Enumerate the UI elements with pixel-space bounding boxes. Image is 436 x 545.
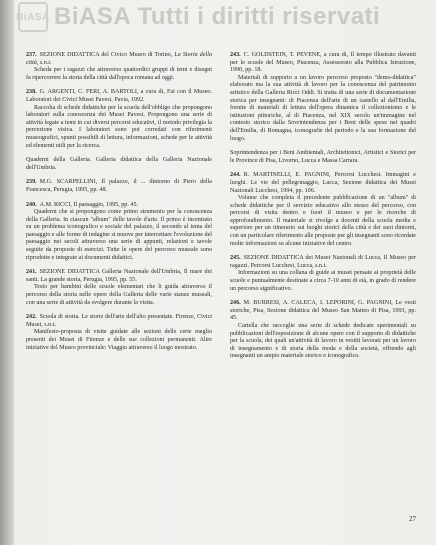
bibliography-entry — [26, 157, 212, 172]
bibliography-entry — [26, 314, 212, 352]
entry-citation: SEZIONE DIDATTICA del Civico Museo di Torino, — [39, 52, 173, 58]
entry-description: Raccolta di schede didattiche per la scuola dell'obbligo che propongono laboratori sulla conoscenza dei Musei Pavesi. Propongono una serie di attività legate a temi in cui diversi percorsi educativi, il metodo privilegia la percezione visiva. I laboratori sono poi corredati con riferimenti museografici, spunti possibili di lettura, informazioni, schede per le attività ed elementi utili per la ricerca. — [26, 104, 212, 149]
entry-heading — [26, 89, 212, 104]
bibliography-entry — [26, 89, 212, 150]
entry-number: 244. — [230, 172, 241, 179]
entry-citation: M.G. SCARPELLINI, Il palazzo, il ... dintorno di Piero della Francesca, Perugia, 1995, pp. 48. — [26, 179, 212, 193]
entry-description: Volume che completa il precedente pubblicazione di un "album" di schede didattiche per il servizio educativo allo stesso del percorso, con percorsi di visita dentro e fuori il museo e per le ricerche di approfondimento. Il materiale si rivolge a docenti della scuola media e superiore per un itinerario sui luoghi storici della città e dei suoi dintorni, con un particolare riferimento alle proposte per gli insegnanti sono ricordate molte informazioni su alcune iniziative del centro. — [230, 195, 416, 247]
entry-number: 245. — [230, 255, 241, 262]
entry-citation: Quaderni della Galleria. Galleria didattica della Galleria Nazionale dell'Umbria. — [26, 157, 212, 171]
entry-description: Materiali di supporto a un lavoro percorso proposto "demo-didattica" elaborato ma la sua attività di lavoro per la conoscenza del patrimonio artistico della Galleria Ricci Oddi. Si tratta di una serie di documentazione storica per insegnanti: di Piacenza dell'arte di un castello al dall'Emilia, fornite di materiali di lettura dell'opera dinamica il collezionismo e le istituzioni pittoriche, al di Piacenza, nel XIX secolo un'immagine nel contesto storico dalla Sovrintendenza per i Beni delle spese nei quadri dell'Emilia, di Romagna, iconografie del periodo e la sua formazione del luogo. — [230, 74, 416, 142]
page-number: 27 — [409, 515, 416, 523]
right-column — [230, 52, 416, 368]
entry-number: 242. — [26, 314, 37, 321]
entry-subtitle: La Storia della città, s.n.t. — [26, 52, 212, 66]
bibliography-entry — [230, 300, 416, 361]
book-gutter — [0, 0, 14, 545]
watermark-text: BiASA Tutti i diritti riservati — [54, 3, 381, 30]
entry-number: 237. — [26, 52, 37, 58]
entry-description: Quaderni che si propongono come primo strumento per la conoscenza della Galleria. In ciascun "album" delle tavole d'arte. Il primo è incentrato su un problema iconografico e sociale del palazzo, il secondo al tema del paesaggio e alle forme di indagine si muove per intercettare l'evoluzione del paesaggio nei secoli attraverso una serie di appunti, relazioni e tavole seguite da proposte di esercizi. Tutte le opere del percorso museale sono riprodotte e integrate ai documenti didattici. — [26, 209, 212, 261]
entry-number: 246. — [230, 300, 241, 307]
watermark — [0, 0, 436, 34]
entry-citation: M. BURRESI, A. CALECA, I. LEPORINI, G. PAGNINI, Le vesti storiche, Pisa, Sezione didattica del Museo San Matteo di Pisa, 1993, pp. 45. — [230, 300, 416, 322]
entry-heading — [26, 269, 212, 284]
entry-heading — [26, 314, 212, 329]
entry-heading — [26, 52, 212, 67]
entry-number: 243. — [230, 52, 241, 58]
entry-description: Cartella che raccoglie una serie di schede dedicate sperimentali su pubblicazioni dell'esposizione di alcune opere con il supporto di didattiche per la scuola, dei quali un'attività di lavoro in vestiti lavorati per un lavoro di insegnamento e di storia della moda e della società, offrendo agli insegnanti un ampio materiale storico e iconografico. — [230, 323, 416, 360]
entry-heading — [230, 255, 416, 270]
entry-number: 240. — [26, 201, 37, 208]
left-column — [26, 52, 212, 359]
entry-description: Informazioni su una collana di guide ai musei pensate ai proprietà delle scuole e puntualmente destinate a circa 7-10 anni di età, in grado di rendere un percorso significativo. — [230, 270, 416, 292]
bibliography-entry — [26, 202, 212, 263]
entry-citation: SEZIONE DIDATTICA dei Musei Nazionali di Lucca, Il Museo per ragazzi. Percorsi Lucchesi, Lucca, s.n.t. — [230, 255, 416, 269]
bibliography-entry — [26, 179, 212, 194]
entry-citation: A.M. RICCI, Il paesaggio, 1995, pp. 45. — [39, 201, 139, 208]
entry-heading — [26, 157, 212, 172]
entry-citation: Scuola di storia. Le storie dell'arte dell'alto presentate. Firenze, Civici Musei, s.n.t. — [26, 314, 212, 328]
entry-heading — [26, 179, 212, 194]
bibliography-entry — [230, 52, 416, 143]
entry-citation: G. ARGENTI, C. FERI, A. BARTOLI, a cura di, Fai con il Museo. Laboratori dei Civici Musei Pavesi, Pavia, 1992. — [26, 89, 212, 103]
bibliography-entry — [26, 269, 212, 307]
bibliography-entry — [230, 150, 416, 165]
entry-heading — [230, 52, 416, 75]
bibliography-entry — [230, 255, 416, 293]
entry-heading — [230, 150, 416, 165]
entry-citation: C. GOLDSTEIN, T. PEVENE, a cura di, Il tempo illustrato davanti per le scuole del Museo, Piacenza, Assessorato alla Pubblica Istruzione, 1990, pp. 18. — [230, 52, 416, 74]
entry-description: Manifesto-proposta di visite guidate alle sezioni delle certe meglio presenti dei Musei di Firenze e delle sue collezioni permanenti. Altre iniziative del Museo provinciale: Viaggio attraverso il luogo mostrato. — [26, 329, 212, 351]
entry-number: 239. — [26, 179, 37, 186]
bibliography-entry — [230, 172, 416, 248]
bibliography-entry — [26, 52, 212, 82]
entry-citation: SEZIONE DIDATTICA Galleria Nazionale dell'Umbria, Il mare dei santi. La grande storia, Perugia, 1995, pp. 55. — [26, 269, 212, 283]
entry-citation: Soprintendenza per i Beni Ambientali, Architettonici, Artistici e Storici per le Province di Pisa, Livorno, Lucca e Massa Carrara. — [230, 150, 416, 164]
watermark-logo: BiASA — [18, 2, 48, 32]
entry-heading — [230, 300, 416, 323]
entry-number: 241. — [26, 269, 37, 276]
entry-number: 238. — [26, 89, 37, 96]
entry-heading — [230, 172, 416, 195]
entry-description: Testo per bambini delle scuole elementari che li guida attraverso il percorso della storia nelle opere della Galleria delle varie stanze museali, con una serie di attività da svolgere durante la visita. — [26, 284, 212, 306]
entry-heading — [26, 202, 212, 210]
entry-description: Scheda per i ragazzi che attraverso quattordici gruppi di temi e disegni fa ripercorrere la storia della città dall'epoca romana ad oggi. — [26, 67, 212, 81]
entry-citation: R. MARTINELLI, E. PAGNINI, Percorsi Lucchesi. Immagini e luoghi. Le vie del pellegrinaggio, Lucca, Sezione didattica dei Musei Nazionali Lucchesi, 1994, pp. 106. — [230, 172, 416, 194]
